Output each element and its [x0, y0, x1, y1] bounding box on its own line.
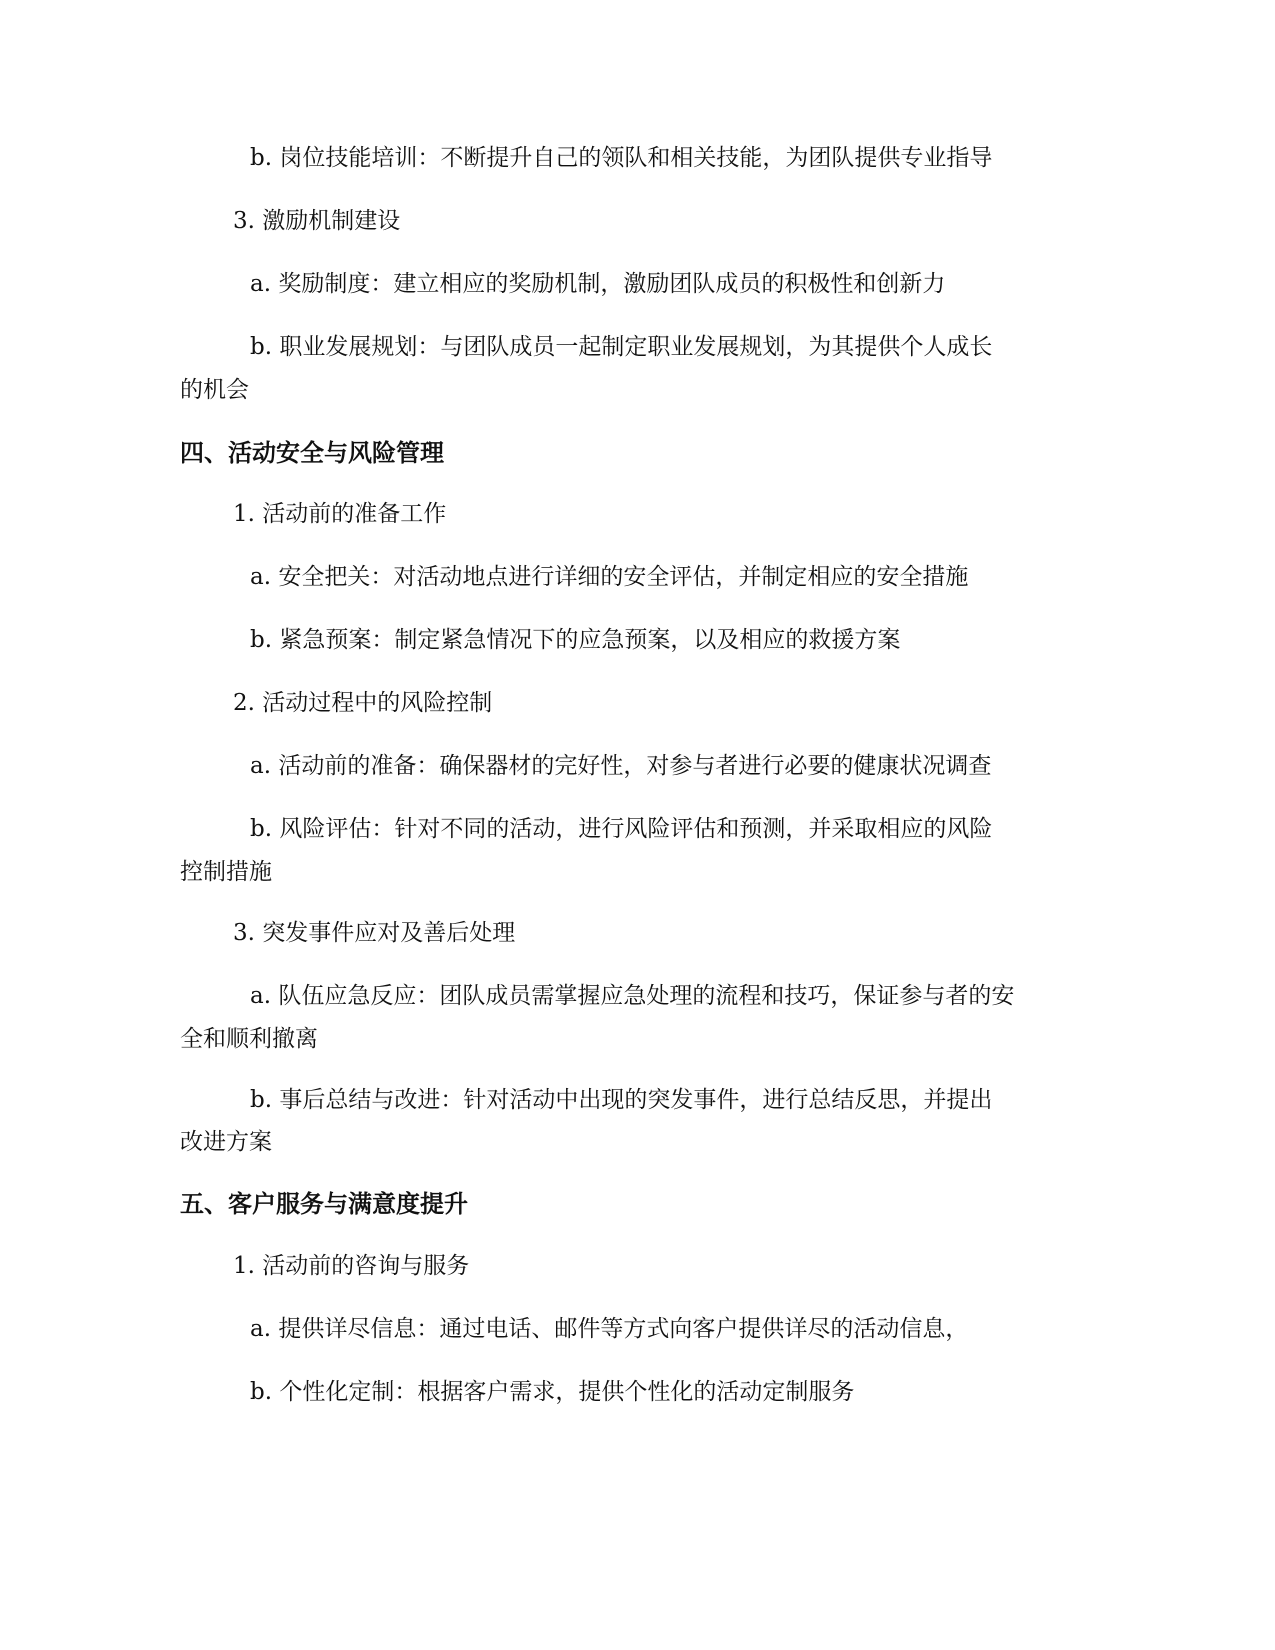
section-heading: 四、活动安全与风险管理 — [180, 439, 444, 467]
list-item: 2. 活动过程中的风险控制 — [233, 690, 493, 716]
list-item-continuation: 全和顺利撤离 — [180, 1026, 318, 1052]
list-item: a. 安全把关：对活动地点进行详细的安全评估，并制定相应的安全措施 — [250, 564, 969, 590]
list-item: 1. 活动前的准备工作 — [233, 501, 447, 527]
list-item: a. 奖励制度：建立相应的奖励机制，激励团队成员的积极性和创新力 — [250, 271, 946, 297]
list-item: 3. 激励机制建设 — [233, 208, 401, 234]
list-item: 3. 突发事件应对及善后处理 — [233, 920, 516, 946]
list-item-continuation: 控制措施 — [180, 859, 272, 885]
list-item: b. 职业发展规划：与团队成员一起制定职业发展规划，为其提供个人成长 — [250, 334, 993, 360]
list-item: b. 事后总结与改进：针对活动中出现的突发事件，进行总结反思，并提出 — [250, 1087, 993, 1113]
list-item: b. 岗位技能培训：不断提升自己的领队和相关技能，为团队提供专业指导 — [250, 145, 993, 171]
list-item-continuation: 的机会 — [180, 377, 249, 403]
list-item: a. 活动前的准备：确保器材的完好性，对参与者进行必要的健康状况调查 — [250, 753, 992, 779]
list-item: b. 风险评估：针对不同的活动，进行风险评估和预测，并采取相应的风险 — [250, 816, 993, 842]
list-item: b. 紧急预案：制定紧急情况下的应急预案，以及相应的救援方案 — [250, 627, 901, 653]
list-item-continuation: 改进方案 — [180, 1129, 272, 1155]
list-item: b. 个性化定制：根据客户需求，提供个性化的活动定制服务 — [250, 1379, 855, 1405]
list-item: a. 队伍应急反应：团队成员需掌握应急处理的流程和技巧，保证参与者的安 — [250, 983, 1015, 1009]
section-heading: 五、客户服务与满意度提升 — [180, 1190, 468, 1218]
list-item: 1. 活动前的咨询与服务 — [233, 1253, 470, 1279]
list-item: a. 提供详尽信息：通过电话、邮件等方式向客户提供详尽的活动信息， — [250, 1316, 969, 1342]
